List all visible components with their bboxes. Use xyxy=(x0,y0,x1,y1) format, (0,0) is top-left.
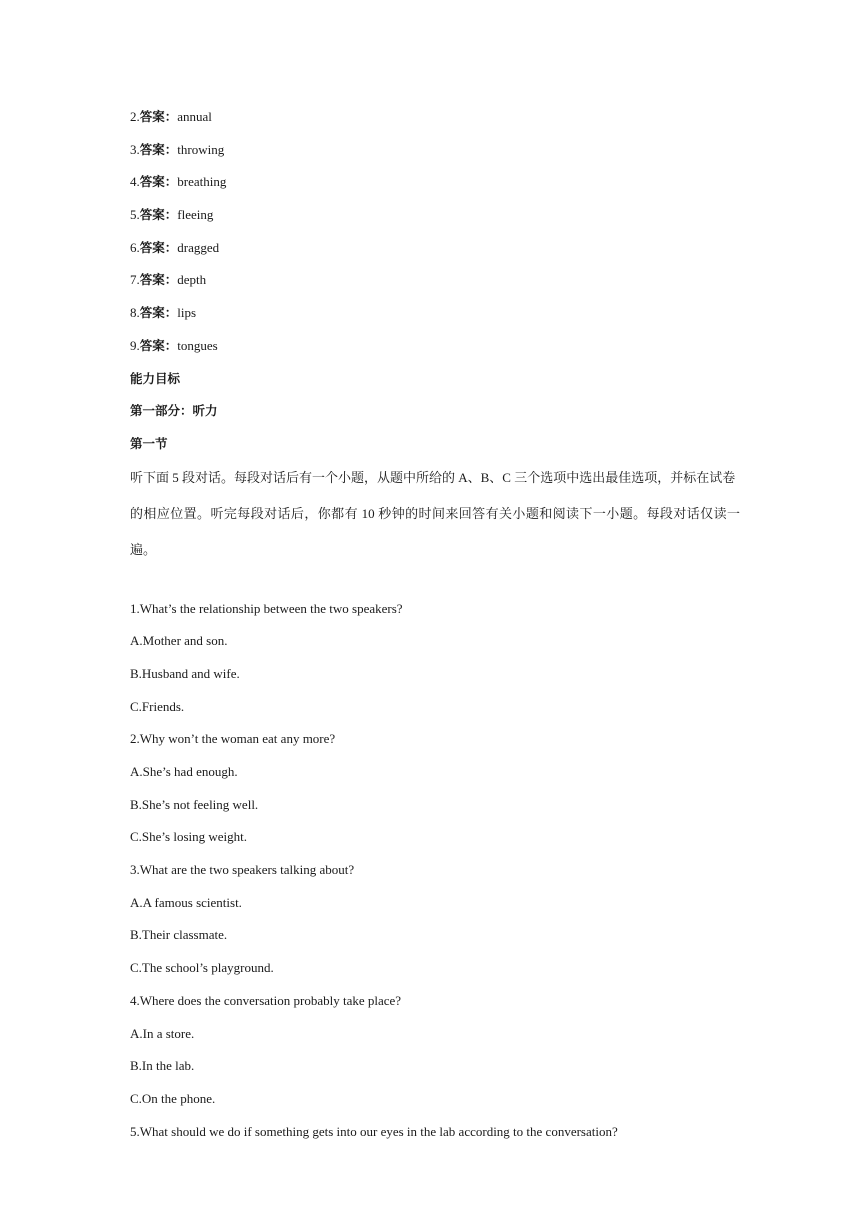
answer-value: annual xyxy=(177,109,212,124)
answer-number: 6. xyxy=(130,239,140,255)
answer-line xyxy=(130,304,740,321)
answer-value: fleeing xyxy=(177,207,214,223)
option: B.Their classmate. xyxy=(130,927,228,943)
answer-value: depth xyxy=(177,272,207,288)
question-stem: 2.Why won’t the woman eat any more? xyxy=(130,731,336,747)
answer-label: 答案： xyxy=(139,207,178,223)
answer-number: 3. xyxy=(130,141,140,157)
answer-line xyxy=(130,173,740,190)
answer-value: lips xyxy=(177,305,197,321)
answer-value: tongues xyxy=(177,337,218,353)
ability-goal-heading: 能力目标 xyxy=(130,370,181,386)
answer-value: dragged xyxy=(177,239,220,255)
question-stem: 3.What are the two speakers talking about? xyxy=(130,862,355,878)
question-stem: 4.Where does the conversation probably take place? xyxy=(130,992,402,1008)
instructions-line-2: 的相应位置。听完每段对话后，你都有 10 秒钟的时间来回答有关小题和阅读下一小题。每段对话仅读一遍。 xyxy=(130,505,740,557)
option: C.Friends. xyxy=(130,698,185,714)
spacer xyxy=(130,568,740,600)
instructions-paragraph xyxy=(130,460,740,568)
answer-line xyxy=(130,108,740,125)
answer-line xyxy=(130,239,740,256)
section-one-heading: 第一节 xyxy=(130,435,168,451)
option: A.In a store. xyxy=(130,1025,195,1041)
option: B.In the lab. xyxy=(130,1058,195,1074)
answer-number: 4. xyxy=(130,174,140,190)
answer-label: 答案： xyxy=(139,305,178,321)
part-one-heading: 第一部分：听力 xyxy=(130,403,218,419)
option: B.Husband and wife. xyxy=(130,665,240,681)
question-stem: 1.What’s the relationship between the two speakers? xyxy=(130,600,403,616)
answer-label: 答案： xyxy=(139,337,178,353)
option: C.She’s losing weight. xyxy=(130,829,248,845)
answer-line xyxy=(130,271,740,288)
question-stem: 5.What should we do if something gets into our eyes in the lab according to the conversation? xyxy=(130,1123,618,1139)
option: C.The school’s playground. xyxy=(130,960,274,976)
answer-label: 答案： xyxy=(139,239,178,255)
option: A.Mother and son. xyxy=(130,633,228,649)
instructions-line-1: 听下面 5 段对话。每段对话后有一个小题，从题中所给的 A、B、C 三个选项中选出最佳选项，并标在试卷 xyxy=(130,469,736,485)
option: A.A famous scientist. xyxy=(130,894,242,910)
answer-line xyxy=(130,206,740,223)
answer-number: 9. xyxy=(130,337,140,353)
answer-value: throwing xyxy=(177,141,225,157)
answer-label: 答案： xyxy=(139,272,178,288)
answer-number: 2. xyxy=(130,109,140,124)
option: A.She’s had enough. xyxy=(130,764,238,779)
answer-label: 答案： xyxy=(139,141,178,157)
answer-number: 7. xyxy=(130,272,140,288)
answer-label: 答案： xyxy=(139,109,178,124)
answer-number: 5. xyxy=(130,207,140,223)
answer-number: 8. xyxy=(130,305,140,321)
document-page xyxy=(130,108,740,1155)
option: C.On the phone. xyxy=(130,1090,216,1106)
answer-label: 答案： xyxy=(139,174,178,190)
answer-line xyxy=(130,337,740,354)
answer-line xyxy=(130,141,740,158)
option: B.She’s not feeling well. xyxy=(130,796,259,812)
answer-value: breathing xyxy=(177,174,227,190)
